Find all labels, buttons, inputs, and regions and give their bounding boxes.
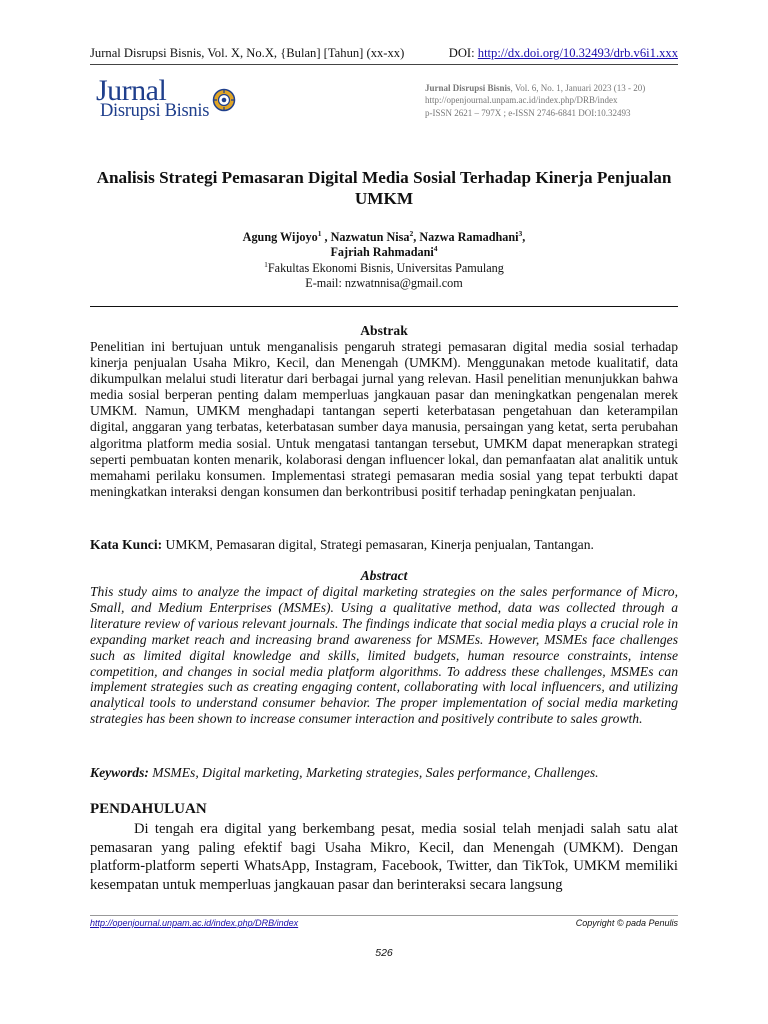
section-rule: [90, 306, 678, 307]
author-sup: 4: [433, 244, 438, 254]
author-line-2: [90, 245, 678, 260]
footer-rule: [90, 915, 678, 916]
abstrak-text: Penelitian ini bertujuan untuk menganalisis pengaruh strategi pemasaran digital media sosial terhadap kinerja penjualan Usaha Mikro, Kecil, dan Menengah (UMKM). Menggunakan metode kualitatif, data dikumpulkan melalui studi literatur dari berbagai jurnal yang relevan. Hasil penelitian menunjukkan bahwa media sosial berperan penting dalam memperluas jangkauan pasar dan meningkatkan pengenalan merek UMKM. Namun, UMKM menghadapi tantangan seperti keterbatasan pengetahuan dan keterampilan digital, anggaran yang terbatas, keterbatasan sumber daya manusia, persaingan yang ketat, serta perubahan algoritma platform media sosial. Untuk mengatasi tantangan tersebut, UMKM dapat menerapkan strategi seperti pembuatan konten menarik, kolaborasi dengan influencer lokal, dan pemanfaatan alat analitik untuk memahami perilaku konsumen. Implementasi strategi pemasaran media sosial yang tepat terbukti dapat meningkatkan interaksi dengan konsumen dan berkontribusi positif terhadap peningkatan penjualan.: [90, 339, 678, 499]
author-name: Fajriah Rahmadani: [330, 245, 434, 260]
intro-text: Di tengah era digital yang berkembang pesat, media sosial telah menjadi salah satu alat pemasaran yang paling efektif bagi Usaha Mikro, Kecil, dan Menengah (UMKM). Dengan platform-platform seperti WhatsApp, Instagram, Facebook, Twitter, dan TikTok, UMKM memiliki kesempatan untuk memperluas jangkauan pasar dan berinteraksi secara langsung: [90, 821, 678, 893]
abstract-heading: Abstract: [360, 568, 408, 583]
footer-copyright: Copyright © pada Penulis: [575, 918, 678, 928]
kata-kunci-label: Kata Kunci:: [90, 537, 163, 552]
page-number: 526: [375, 947, 393, 959]
article-title: Analisis Strategi Pemasaran Digital Media Sosial Terhadap Kinerja Penjualan UMKM: [96, 168, 672, 208]
author-sep: ,: [522, 230, 526, 244]
affiliation-text: Fakultas Ekonomi Bisnis, Universitas Pamulang: [267, 260, 504, 275]
journal-issue: , Vol. 6, No. 1, Januari 2023 (13 - 20): [510, 83, 646, 93]
header-rule: [90, 64, 678, 65]
journal-name: Jurnal Disrupsi Bisnis: [425, 83, 511, 93]
citation-line: Jurnal Disrupsi Bisnis, Vol. X, No.X, {Bulan] [Tahun] (xx-xx): [90, 46, 405, 60]
intro-heading: PENDAHULUAN: [90, 801, 207, 817]
kata-kunci-text: UMKM, Pemasaran digital, Strategi pemasaran, Kinerja penjualan, Tantangan.: [162, 537, 594, 552]
author-sup: 1: [317, 228, 322, 238]
author-sep: ,: [413, 230, 420, 244]
logo-line-1: Jurnal: [96, 74, 167, 107]
doi-line: [449, 46, 678, 61]
footer-link[interactable]: http://openjournal.unpam.ac.id/index.php/DRB/index: [90, 918, 299, 928]
journal-info: [425, 82, 685, 119]
abstrak-heading: Abstrak: [360, 323, 408, 338]
footer-url: [90, 918, 298, 928]
author-sep: ,: [321, 230, 331, 244]
author-line-1: [90, 230, 678, 245]
journal-url: http://openjournal.unpam.ac.id/index.php/DRB/index: [425, 95, 618, 106]
author-sup: 2: [409, 228, 414, 238]
affiliation: [90, 261, 678, 276]
author-sup: 3: [518, 228, 523, 238]
keywords-text: MSMEs, Digital marketing, Marketing strategies, Sales performance, Challenges.: [148, 765, 599, 780]
author-name: Agung Wijoyo: [242, 230, 318, 244]
author-name: Nazwa Ramadhani: [419, 230, 519, 244]
author-name: Nazwatun Nisa: [330, 230, 410, 244]
seal-icon: [212, 88, 236, 112]
journal-issue-line: [425, 82, 685, 94]
affiliation-sup: 1: [264, 259, 268, 269]
author-email: E-mail: nzwatnnisa@gmail.com: [305, 275, 463, 290]
kata-kunci: [90, 537, 678, 553]
author-block: [90, 230, 678, 291]
keywords: [90, 765, 678, 781]
doi-link[interactable]: http://dx.doi.org/10.32493/drb.v6i1.xxx: [477, 46, 678, 60]
journal-issn: p-ISSN 2621 – 797X ; e-ISSN 2746-6841 DOI:10.32493: [425, 107, 631, 118]
abstract-text: This study aims to analyze the impact of digital marketing strategies on the sales performance of Micro, Small, and Medium Enterprises (MSMEs). Using a qualitative method, data was collected through a literature review of various relevant journals. The findings indicate that social media plays a crucial role in expanding market reach and increasing brand awareness for MSMEs. However, MSMEs face challenges such as limited digital knowledge and skills, limited budgets, human resource constraints, intense competition, and changes in social media platform algorithms. To address these challenges, MSMEs can implement strategies such as creating engaging content, collaborating with local influencers, and utilizing analytical tools to understand consumer behavior. The proper implementation of social media marketing strategies has been shown to increase consumer interaction and positively contribute to sales growth.: [90, 584, 678, 727]
logo-line-2: Disrupsi Bisnis: [100, 101, 210, 121]
journal-logo: [96, 76, 246, 126]
running-header: [90, 46, 678, 61]
keywords-label: Keywords:: [90, 765, 149, 780]
doi-label: DOI:: [448, 46, 478, 60]
